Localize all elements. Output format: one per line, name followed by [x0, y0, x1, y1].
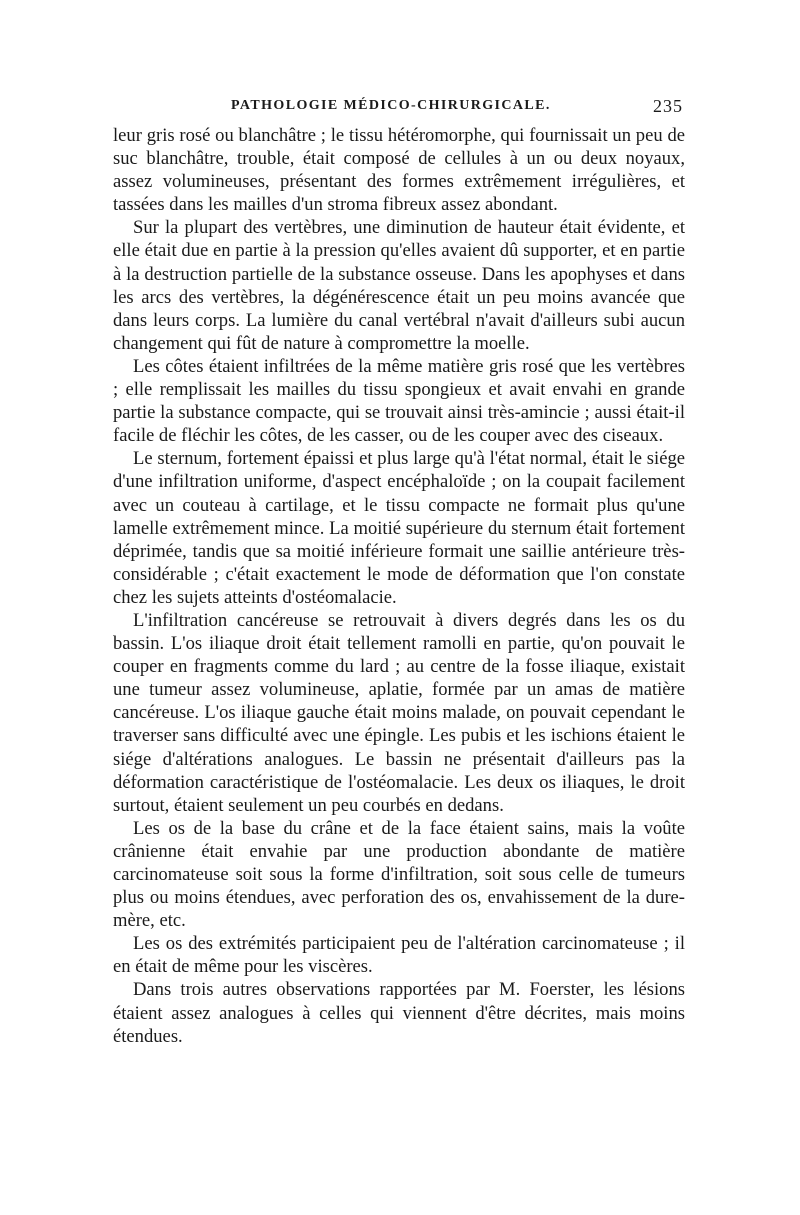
paragraph-pelvis: L'infiltration cancéreuse se retrouvait à divers degrés dans les os du bassin. L'os iliaque droit était tellement ramolli en partie, qu'on pouvait le couper en fragments comme du lard ; au centre de la fosse iliaque, existait une tumeur assez volumineuse, aplatie, formée par un amas de matière cancéreuse. L'os iliaque gauche était moins malade, on pouvait cependant le traverser sans difficulté avec une épingle. Les pubis et les ischions étaient le siége d'altérations analogues. Le bassin ne présentait d'ailleurs pas la déformation caractéristique de l'ostéomalacie. Les deux os iliaques, le droit surtout, étaient seulement un peu courbés en dedans. [113, 609, 685, 816]
body-text [113, 124, 685, 1048]
paragraph-vertebrae: Sur la plupart des vertèbres, une diminution de hauteur était évidente, et elle était due en partie à la pression qu'elles avaient dû supporter, et en partie à la destruction partielle de la substance osseuse. Dans les apophyses et dans les arcs des vertèbres, la dégénérescence était un peu moins avancée que dans leurs corps. La lumière du canal vertébral n'avait d'ailleurs subi aucun changement qui fût de nature à compromettre la moelle. [113, 217, 685, 354]
page-number: 235 [653, 96, 683, 116]
paragraph-sternum: Le sternum, fortement épaissi et plus large qu'à l'état normal, était le siége d'une infiltration uniforme, d'aspect encéphaloïde ; on la coupait facilement avec un couteau à cartilage, et le tissu compacte ne formait plus qu'une lamelle extrêmement mince. La moitié supérieure du sternum était fortement déprimée, tandis que sa moitié inférieure formait une saillie antérieure très-considérable ; c'était exactement le mode de déformation que l'on constate chez les sujets atteints d'ostéomalacie. [113, 448, 685, 608]
page-header [113, 96, 685, 120]
page [113, 96, 685, 1048]
paragraph-extremities: Les os des extrémités participaient peu de l'altération carcinomateuse ; il en était de même pour les viscères. [113, 933, 685, 978]
paragraph-skull: Les os de la base du crâne et de la face étaient sains, mais la voûte crânienne était envahie par une production abondante de matière carcinomateuse soit sous la forme d'infiltration, soit sous celle de tumeurs plus ou moins étendues, avec perforation des os, envahissement de la dure-mère, etc. [113, 817, 685, 932]
running-head: PATHOLOGIE MÉDICO-CHIRURGICALE. [231, 98, 551, 113]
paragraph-foerster: Dans trois autres observations rapportées par M. Foerster, les lésions étaient assez analogues à celles qui viennent d'être décrites, mais moins étendues. [113, 979, 685, 1047]
paragraph-continued: leur gris rosé ou blanchâtre ; le tissu hétéromorphe, qui fournissait un peu de suc blanchâtre, trouble, était composé de cellules à un ou deux noyaux, assez volumineuses, présentant des formes extrêmement irrégulières, et tassées dans les mailles d'un stroma fibreux assez abondant. [113, 125, 685, 216]
paragraph-ribs: Les côtes étaient infiltrées de la même matière gris rosé que les vertèbres ; elle remplissait les mailles du tissu spongieux et avait envahi en grande partie la substance compacte, qui se trouvait ainsi très-amincie ; aussi était-il facile de fléchir les côtes, de les casser, ou de les couper avec des ciseaux. [113, 355, 685, 447]
